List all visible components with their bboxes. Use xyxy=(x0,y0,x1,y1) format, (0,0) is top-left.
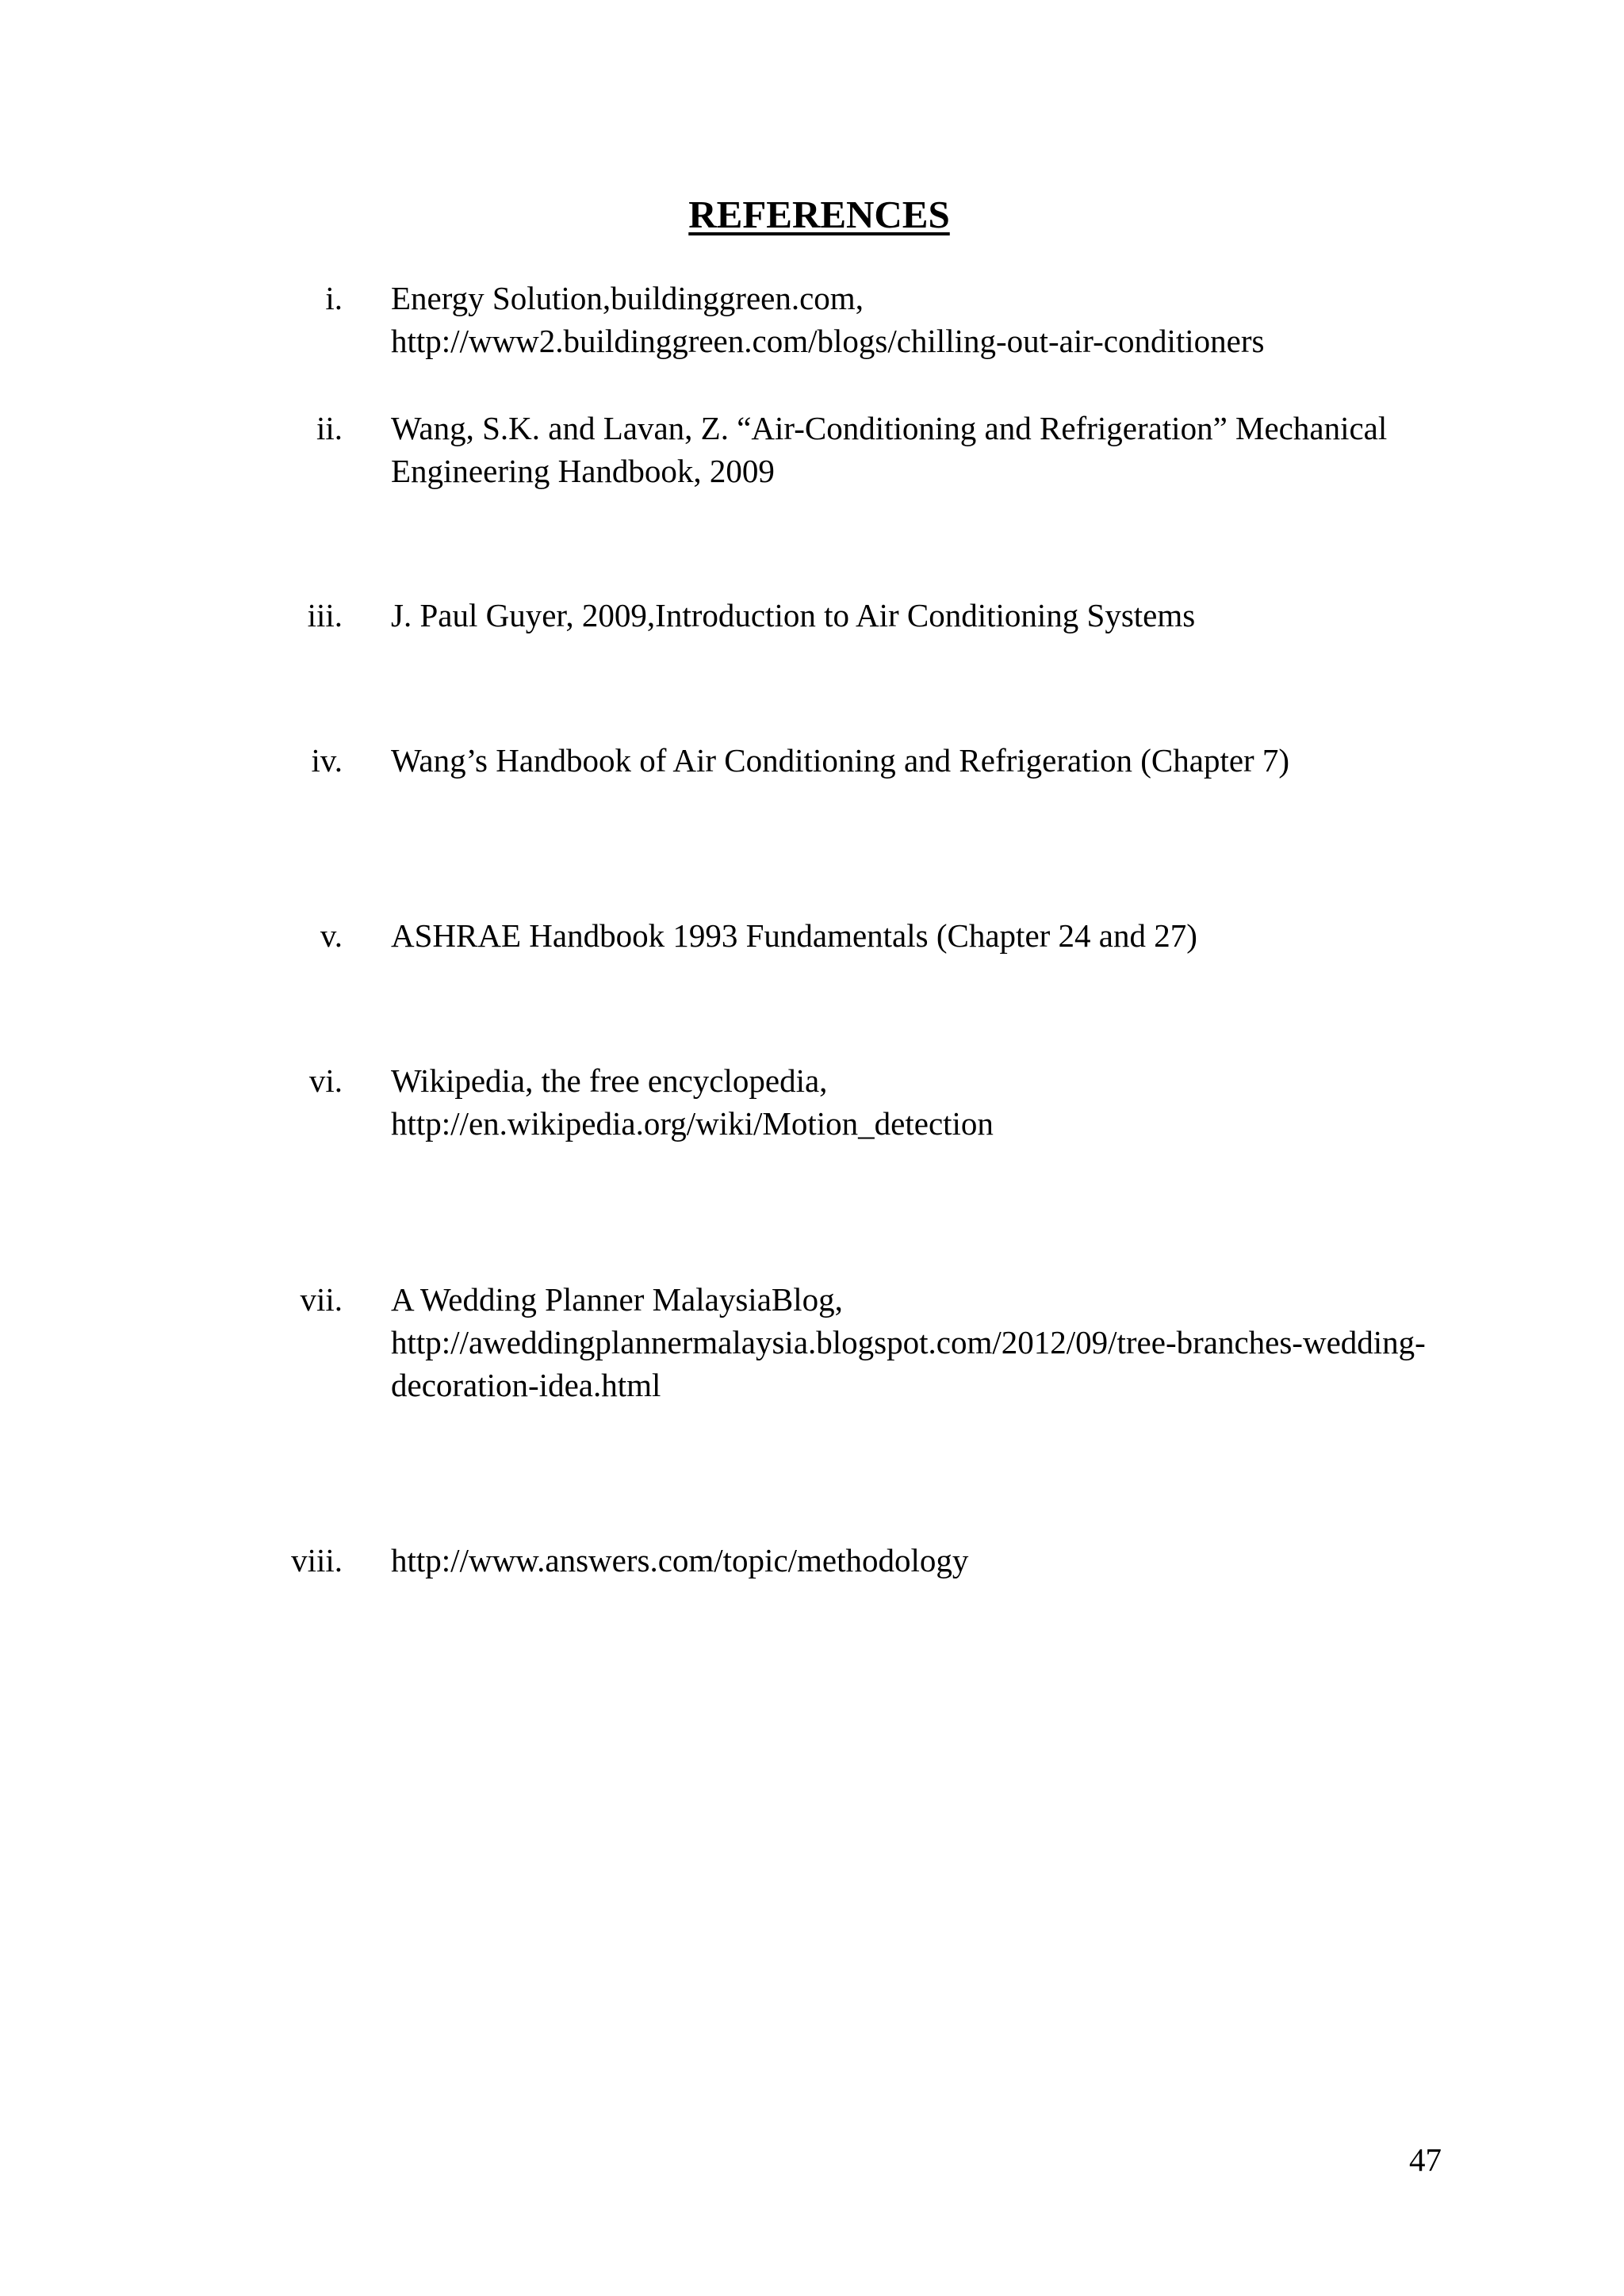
page-title: REFERENCES xyxy=(688,193,950,236)
reference-link[interactable]: http://en.wikipedia.org/wiki/Motion_detection xyxy=(391,1105,994,1142)
reference-numeral: ii. xyxy=(316,410,343,446)
reference-text: A Wedding Planner MalaysiaBlog, xyxy=(391,1281,843,1318)
reference-text: Engineering Handbook, 2009 xyxy=(391,453,775,489)
reference-numeral: viii. xyxy=(291,1542,343,1578)
reference-numeral: i. xyxy=(325,280,343,316)
reference-numeral: vii. xyxy=(300,1281,343,1318)
reference-link[interactable]: http://aweddingplannermalaysia.blogspot.com/2012/09/tree-branches-wedding- xyxy=(391,1324,1426,1360)
reference-link[interactable]: http://www2.buildinggreen.com/blogs/chilling-out-air-conditioners xyxy=(391,323,1265,359)
reference-text: Wang, S.K. and Lavan, Z. “Air-Conditioning and Refrigeration” Mechanical xyxy=(391,410,1388,446)
page-number: 47 xyxy=(1409,2141,1442,2178)
reference-link[interactable]: http://www.answers.com/topic/methodology xyxy=(391,1542,969,1578)
reference-text: J. Paul Guyer, 2009,Introduction to Air Conditioning Systems xyxy=(391,597,1196,633)
reference-text: Wikipedia, the free encyclopedia, xyxy=(391,1062,828,1099)
reference-numeral: vi. xyxy=(308,1062,343,1099)
reference-numeral: iii. xyxy=(307,597,343,633)
reference-numeral: iv. xyxy=(311,742,343,779)
reference-numeral: v. xyxy=(320,917,343,954)
reference-text: Wang’s Handbook of Air Conditioning and Refrigeration (Chapter 7) xyxy=(391,742,1290,779)
reference-link[interactable]: decoration-idea.html xyxy=(391,1367,661,1403)
reference-text: ASHRAE Handbook 1993 Fundamentals (Chapter 24 and 27) xyxy=(391,917,1197,954)
reference-text: Energy Solution,buildinggreen.com, xyxy=(391,280,864,316)
